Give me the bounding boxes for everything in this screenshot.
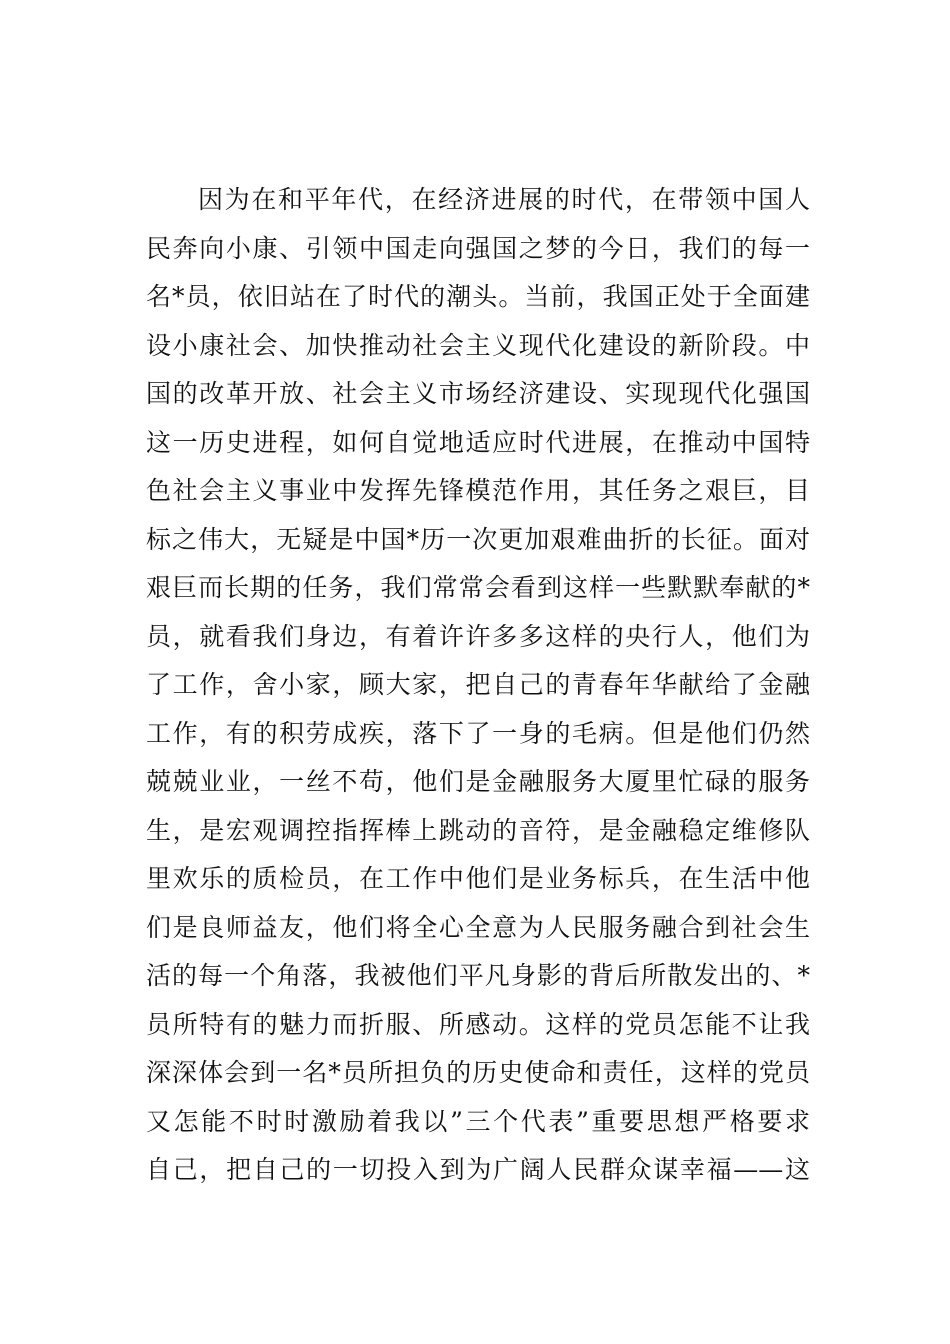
- text-line: 这一历史进程，如何自觉地适应时代进展，在推动中国特: [146, 427, 810, 457]
- text-line: 标之伟大，无疑是中国*历一次更加艰难曲折的长征。面对: [146, 524, 810, 554]
- text-line: 艰巨而长期的任务，我们常常会看到这样一些默默奉献的*: [146, 573, 810, 602]
- text-line: 了工作，舍小家，顾大家，把自己的青春年华献给了金融: [146, 670, 810, 699]
- text-line: 生，是宏观调控指挥棒上跳动的音符，是金融稳定维修队: [146, 815, 810, 845]
- text-line: 兢兢业业，一丝不苟，他们是金融服务大厦里忙碌的服务: [146, 767, 810, 796]
- text-line: 们是良师益友，他们将全心全意为人民服务融合到社会生: [146, 912, 810, 942]
- text-line: 设小康社会、加快推动社会主义现代化建设的新阶段。中: [146, 330, 810, 360]
- text-line: 色社会主义事业中发挥先锋模范作用，其任务之艰巨，目: [146, 476, 810, 505]
- text-line: 工作，有的积劳成疾，落下了一身的毛病。但是他们仍然: [146, 718, 810, 748]
- text-line: 员所特有的魅力而折服、所感动。这样的党员怎能不让我: [146, 1009, 810, 1039]
- text-line: 深深体会到一名*员所担负的历史使命和责任，这样的党员: [146, 1058, 810, 1087]
- text-line: 里欢乐的质检员，在工作中他们是业务标兵，在生活中他: [146, 864, 810, 893]
- text-line: 因为在和平年代，在经济进展的时代，在带领中国人: [198, 185, 810, 214]
- text-line: 员，就看我们身边，有着许许多多这样的央行人，他们为: [146, 621, 810, 651]
- text-line: 活的每一个角落，我被他们平凡身影的背后所散发出的、*: [146, 961, 810, 990]
- text-line: 自己，把自己的一切投入到为广阔人民群众谋幸福——这: [146, 1155, 810, 1184]
- text-line: 名*员，依旧站在了时代的潮头。当前，我国正处于全面建: [146, 282, 810, 311]
- text-line: 民奔向小康、引领中国走向强国之梦的今日，我们的每一: [146, 233, 810, 263]
- text-line: 国的改革开放、社会主义市场经济建设、实现现代化强国: [146, 379, 810, 408]
- body-paragraph: [146, 180, 810, 1199]
- text-line: 又怎能不时时激励着我以”三个代表”重要思想严格要求: [146, 1106, 810, 1136]
